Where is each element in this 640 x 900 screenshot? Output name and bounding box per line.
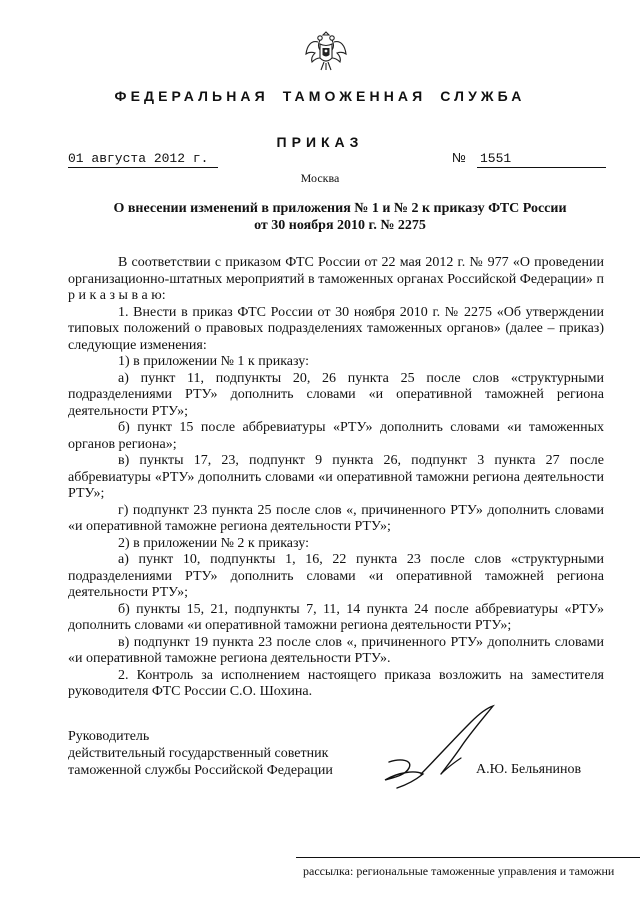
agency-name: ФЕДЕРАЛЬНАЯ ТАМОЖЕННАЯ СЛУЖБА (114, 88, 526, 104)
order-title (70, 200, 610, 234)
distribution-divider (296, 857, 640, 858)
issue-city: Москва (300, 171, 340, 185)
document-type: ПРИКАЗ (276, 134, 364, 150)
body-paragraph: 1. Внести в приказ ФТС России от 30 ноября 2010 г. № 2275 «Об утверждении типовых положений о правовых подразделениях таможенных органов» (далее – приказ) следующие изменения: (68, 304, 604, 353)
body-paragraph: В соответствии с приказом ФТС России от 22 мая 2012 г. № 977 «О проведении организационно-штатных мероприятий в таможенных органах Российской Федерации» п р и к а з ы в а ю: (68, 255, 604, 303)
order-number-label: № (452, 150, 466, 165)
body-paragraph: в) пункты 17, 23, подпункт 9 пункта 26, подпункт 3 пункта 27 после аббревиатуры «РТУ» дополнить словами «и оперативной таможни региона деятельности РТУ»; (68, 453, 604, 501)
body-paragraph: 1) в приложении № 1 к приказу: (118, 354, 309, 369)
body-paragraph: а) пункт 10, подпункты 1, 16, 22 пункта 23 после слов «структурными подразделениями РТУ» дополнить словами «и оперативной таможней региона деятельности РТУ»; (68, 552, 604, 600)
coat-of-arms-emblem-icon (303, 28, 349, 74)
body-paragraph: 2. Контроль за исполнением настоящего приказа возложить на заместителя руководителя ФТС России С.О. Шохина. (68, 667, 604, 699)
order-title-line: от 30 ноября 2010 г. № 2275 (254, 218, 426, 233)
body-paragraph: б) пункты 15, 21, подпункты 7, 11, 14 пункта 24 после аббревиатуры «РТУ» дополнить словами «и оперативной таможни региона деятельности РТУ»; (68, 601, 604, 633)
signatory-title (68, 728, 333, 779)
order-title-line: О внесении изменений в приложения № 1 и № 2 к приказу ФТС России (113, 201, 567, 216)
order-number: 1551 (477, 151, 606, 168)
body-paragraph: а) пункт 11, подпункты 20, 26 пункта 25 после слов «структурными подразделениями РТУ» дополнить словами «и оперативной таможней региона деятельности РТУ»; (68, 370, 604, 419)
order-date: 01 августа 2012 г. (68, 151, 218, 168)
body-paragraph: б) пункт 15 после аббревиатуры «РТУ» дополнить словами «и таможенных органов региона»; (68, 420, 604, 452)
signer-name: А.Ю. Бельянинов (476, 762, 582, 777)
signatory-title-line: действительный государственный советник (68, 746, 329, 761)
signatory-title-line: таможенной службы Российской Федерации (68, 763, 333, 778)
body-paragraph: г) подпункт 23 пункта 25 после слов «, причиненного РТУ» дополнить словами «и оперативной таможне региона деятельности РТУ»; (68, 502, 604, 534)
distribution-list: рассылка: региональные таможенные управления и таможни (303, 864, 615, 878)
order-body (68, 255, 604, 701)
body-paragraph: 2) в приложении № 2 к приказу: (118, 535, 309, 551)
signatory-title-line: Руководитель (68, 729, 150, 744)
body-paragraph: в) подпункт 19 пункта 23 после слов «, причиненного РТУ» дополнить словами «и оперативной таможне региона деятельности РТУ». (68, 634, 604, 666)
